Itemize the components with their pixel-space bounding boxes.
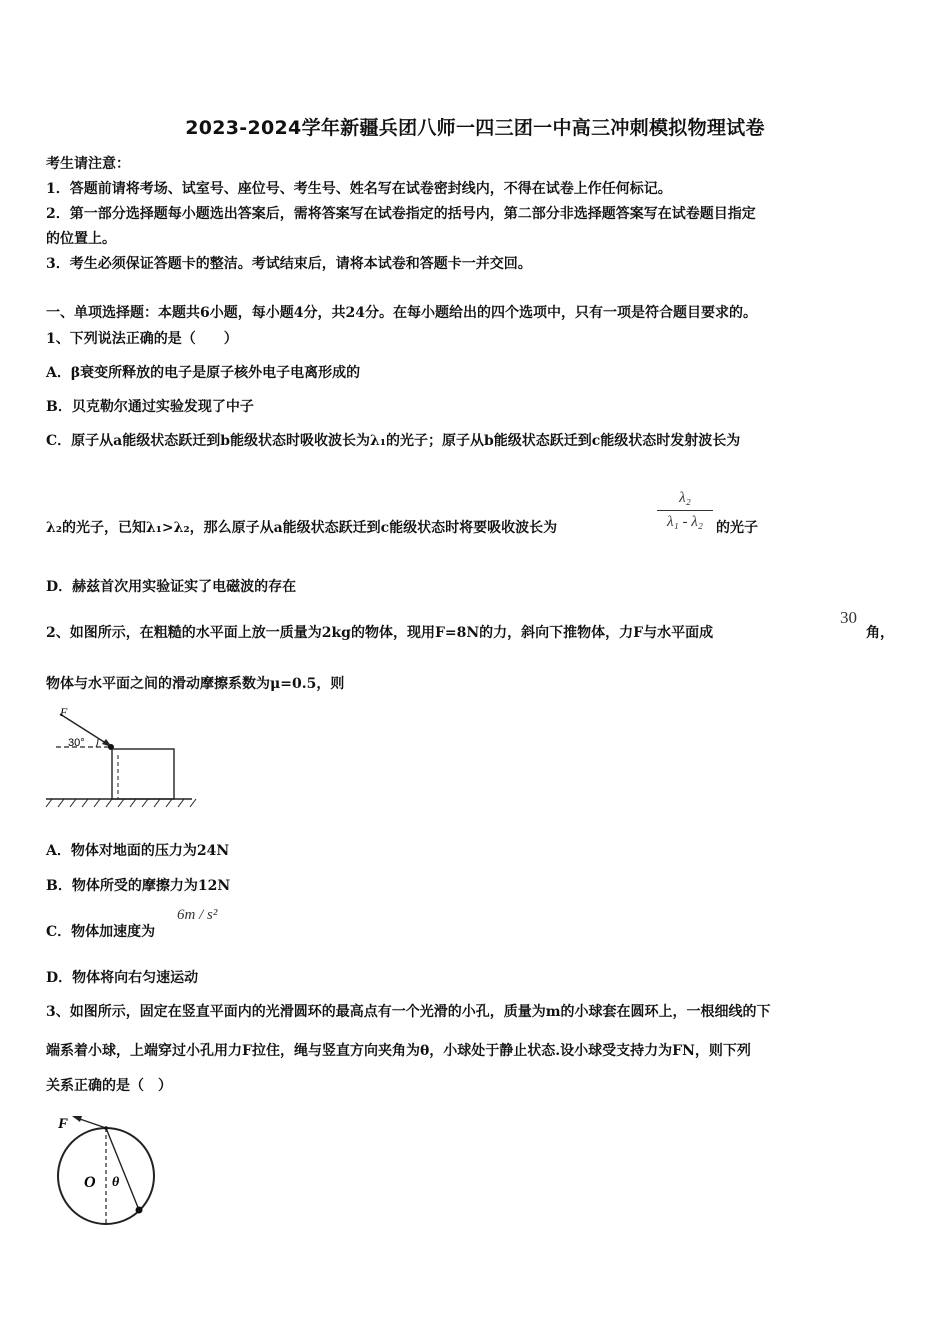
q1-wavelength-fraction [657,490,713,531]
fraction-denominator: λ₁ - λ₂ [667,514,703,530]
q2-angle-value: 30 [840,608,857,627]
angle-arc [96,739,98,747]
q2-stem-line2: 物体与水平面之间的滑动摩擦系数为μ=0.5，则 [46,676,345,692]
q1-option-a: A．β衰变所释放的电子是原子核外电子电离形成的 [46,365,361,381]
angle-label: 30° [68,737,85,749]
block-rect [112,749,174,799]
force-label: F [58,1116,69,1132]
pull-arrow-icon [72,1116,82,1122]
q2-option-c: C．物体加速度为 [46,924,156,940]
notice-item-3: 3．考生必须保证答题卡的整洁。考试结束后，请将本试卷和答题卡一并交回。 [46,256,532,272]
notice-item-2: 2．第一部分选择题每小题选出答案后，需将答案写在试卷指定的括号内，第二部分非选择题答案写在试卷题目指定 [46,206,756,222]
page-title: 2023-2024学年新疆兵团八师一四三团一中高三冲刺模拟物理试卷 [185,117,765,139]
notice-header: 考生请注意： [46,156,130,172]
q3-stem-line1: 3、如图所示，固定在竖直平面内的光滑圆环的最高点有一个光滑的小孔，质量为m的小球套在圆环上，一根细线的下 [46,1004,771,1020]
q2-option-d: D．物体将向右匀速运动 [46,970,199,986]
force-label: F [60,705,68,719]
q1-option-d: D．赫兹首次用实验证实了电磁波的存在 [46,579,297,595]
q2-stem-tail: 角， [866,625,894,641]
string-line [106,1128,139,1210]
q2-figure [40,700,200,812]
notice-item-1: 1．答题前请将考场、试室号、座位号、考生号、姓名写在试卷密封线内，不得在试卷上作任何标记。 [46,181,672,197]
q1-option-c-tail: 的光子 [716,520,758,536]
ball-dot [136,1207,143,1214]
q2-option-c-value: 6m / s² [177,907,218,923]
q1-stem: 1、下列说法正确的是（ ） [46,331,238,347]
q2-stem-line1: 2、如图所示，在粗糙的水平面上放一质量为2kg的物体，现用F=8N的力，斜向下推物体，力F与水平面成 [46,625,714,641]
center-label: O [84,1174,96,1191]
q1-option-c-line1: C．原子从a能级状态跃迁到b能级状态时吸收波长为λ₁的光子；原子从b能级状态跃迁到c能级状态时发射波长为 [46,433,741,449]
q3-figure [50,1108,165,1228]
q1-option-c-line2: λ₂的光子，已知λ₁>λ₂，那么原子从a能级状态跃迁到c能级状态时将要吸收波长为 [46,520,558,536]
fraction-numerator: λ₂ [657,490,713,511]
q1-option-b: B．贝克勒尔通过实验发现了中子 [46,399,254,415]
q2-option-b: B．物体所受的摩擦力为12N [46,878,231,894]
q2-option-a: A．物体对地面的压力为24N [46,843,230,859]
theta-label: θ [112,1175,120,1190]
hole-dot [104,1126,108,1130]
section-heading: 一、单项选择题：本题共6小题，每小题4分，共24分。在每小题给出的四个选项中，只有一项是符合题目要求的。 [46,305,757,321]
q3-stem-line2: 端系着小球，上端穿过小孔用力F拉住，绳与竖直方向夹角为θ，小球处于静止状态.设小球受支持力为FN，则下列 [46,1043,751,1059]
q3-stem-line3: 关系正确的是（ ） [46,1078,172,1094]
notice-item-2-cont: 的位置上。 [46,231,116,247]
ground-hatching [46,799,196,807]
